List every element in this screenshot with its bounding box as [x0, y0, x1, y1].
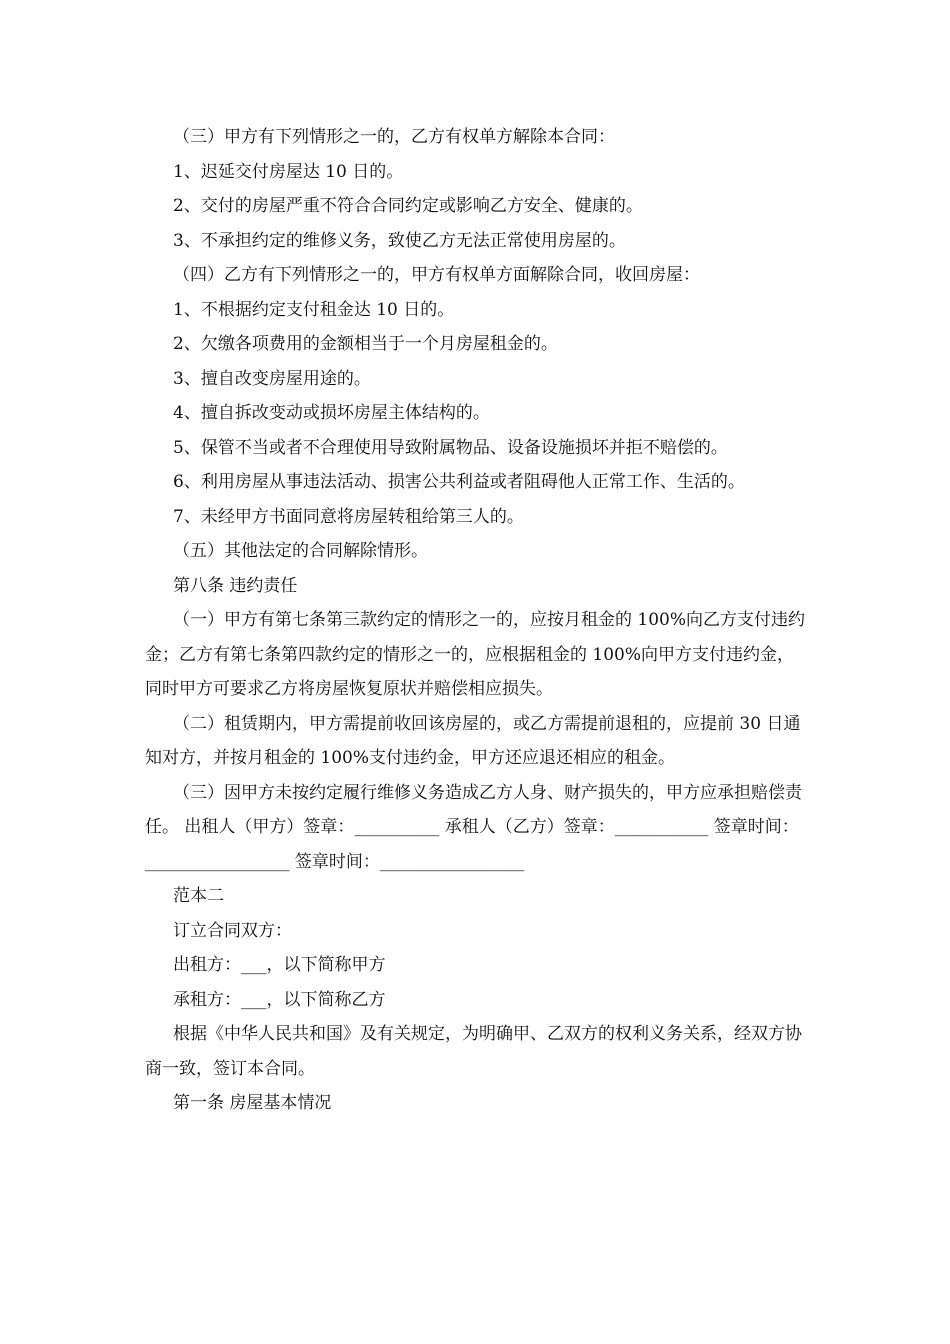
lessor-line: 出租方：___，以下简称甲方: [173, 955, 386, 975]
paragraph-item: 2、欠缴各项费用的金额相当于一个月房屋租金的。: [173, 334, 558, 354]
article-heading-8: 第八条 违约责任: [173, 575, 298, 596]
paragraph-item: 2、交付的房屋严重不符合合同约定或影响乙方安全、健康的。: [173, 196, 643, 216]
article-heading-1: 第一条 房屋基本情况: [173, 1093, 332, 1113]
paragraph-item: 1、不根据约定支付租金达 10 日的。: [173, 299, 455, 320]
paragraph-item: 1、迟延交付房屋达 10 日的。: [173, 161, 404, 182]
contract-parties-heading: 订立合同双方：: [173, 920, 292, 941]
paragraph-item: 5、保管不当或者不合理使用导致附属物品、设备设施损坏并拒不赔偿的。: [173, 437, 728, 458]
paragraph-clause-8-2: （二）租赁期内，甲方需提前收回该房屋的，或乙方需提前退租的，应提前 30 日通知对方，并按月租金的 100%支付违约金，甲方还应退还相应的租金。: [145, 713, 801, 768]
paragraph-clause-8-3-signatures: （三）因甲方未按约定履行维修义务造成乙方人身、财产损失的，甲方应承担赔偿责任。 出租人（甲方）签章：__________ 承租人（乙方）签章：___________ 签章时间：_________________ 签章时间：_________________: [145, 782, 802, 872]
paragraph-clause-8-1: （一）甲方有第七条第三款约定的情形之一的，应按月租金的 100%向乙方支付违约金；乙方有第七条第四款约定的情形之一的，应根据租金的 100%向甲方支付违约金，同时甲方可要求乙方将房屋恢复原状并赔偿相应损失。: [145, 610, 806, 699]
lessee-line: 承租方：___，以下简称乙方: [173, 989, 386, 1010]
paragraph-clause-7-4: （四）乙方有下列情形之一的，甲方有权单方面解除合同，收回房屋：: [173, 265, 700, 285]
preamble-paragraph: 根据《中华人民共和国》及有关规定，为明确甲、乙双方的权利义务关系，经双方协商一致，签订本合同。: [145, 1024, 802, 1079]
paragraph-item: 6、利用房屋从事违法活动、损害公共利益或者阻碍他人正常工作、生活的。: [173, 472, 745, 492]
paragraph-clause-7-3: （三）甲方有下列情形之一的，乙方有权单方解除本合同：: [173, 127, 615, 147]
paragraph-item: 7、未经甲方书面同意将房屋转租给第三人的。: [173, 506, 524, 527]
document-body: [145, 120, 810, 1121]
template-two-heading: 范本二: [173, 886, 224, 906]
paragraph-item: 3、不承担约定的维修义务，致使乙方无法正常使用房屋的。: [173, 230, 626, 251]
paragraph-item: 3、擅自改变房屋用途的。: [173, 368, 371, 389]
paragraph-item: 4、擅自拆改变动或损坏房屋主体结构的。: [173, 403, 490, 423]
paragraph-clause-7-5: （五）其他法定的合同解除情形。: [173, 541, 428, 561]
